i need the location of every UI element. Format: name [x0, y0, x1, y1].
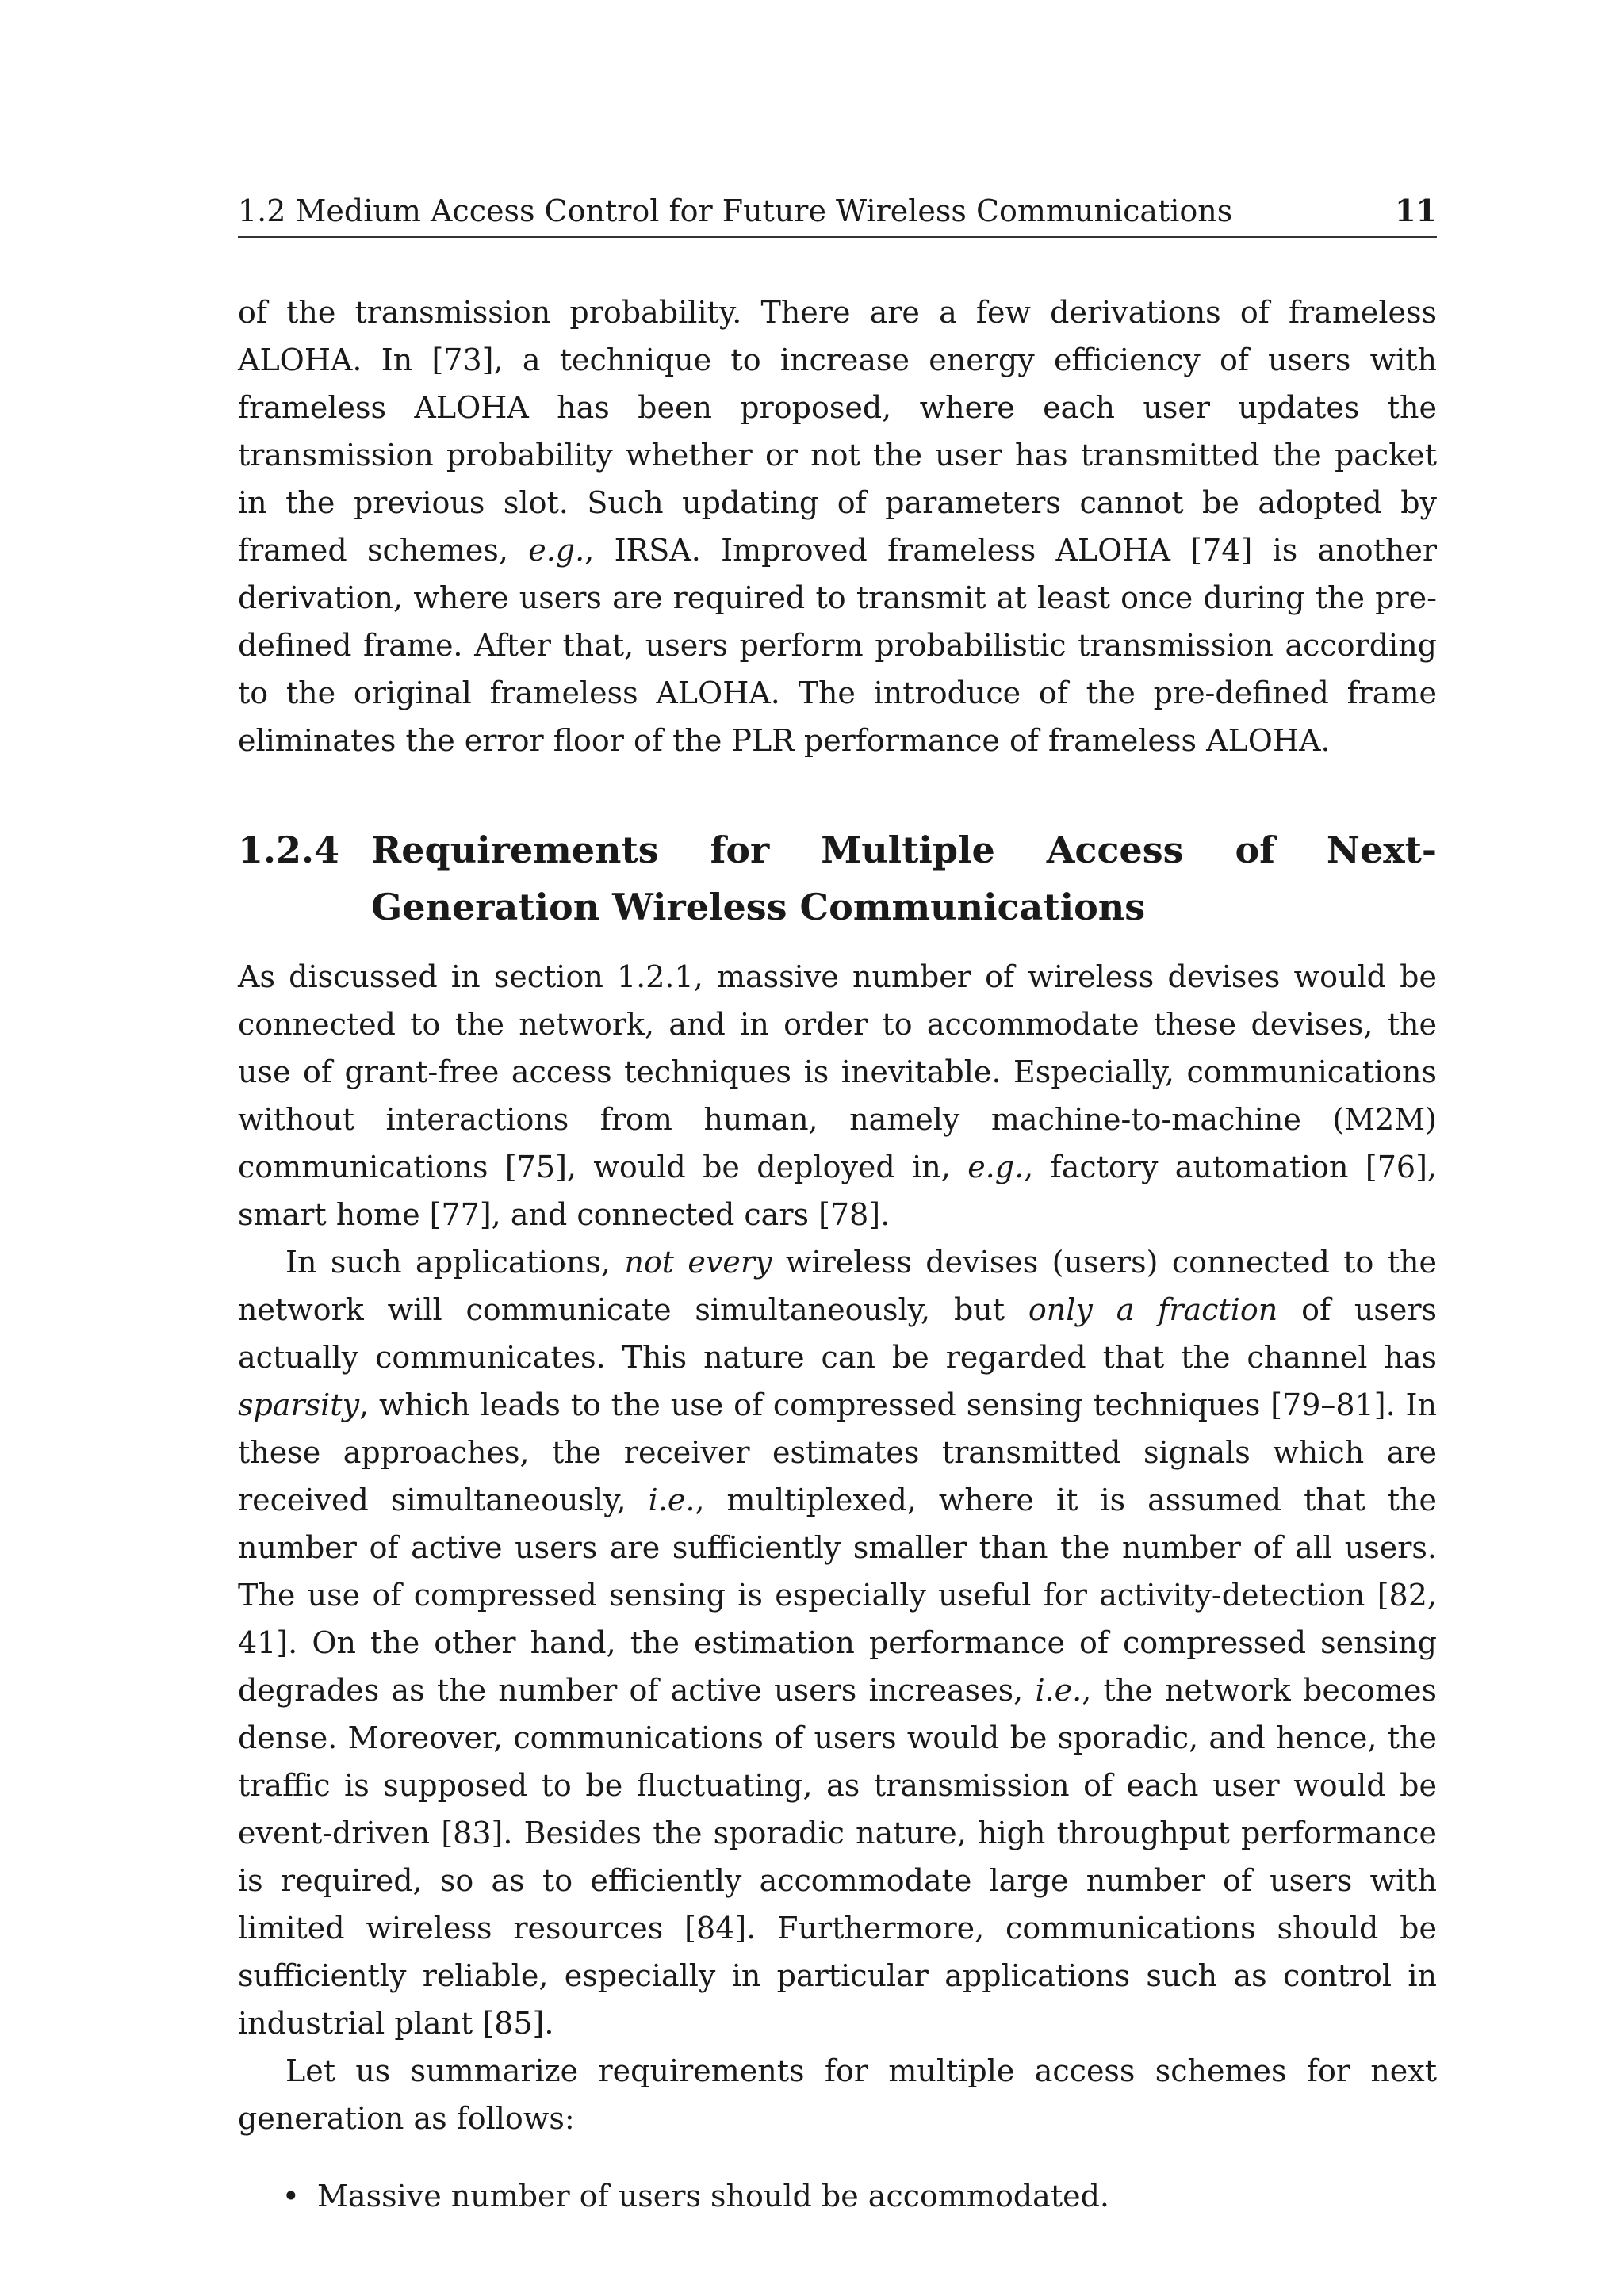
paragraph-frameless-aloha: [238, 289, 1437, 764]
emphasis-sparsity: sparsity: [238, 1387, 360, 1422]
paragraph-text: of users actually communicates. This nature can be regarded that the channel has: [238, 1292, 1438, 1375]
paragraph-text: , the network becomes dense. Moreover, communications of users would be sporadic, and hence, the traffic is supposed to be fluctuating, as transmission of each user would be event-driven [83]. Besides the sporadic nature, high throughput performance is required, so as to efficiently accommodate large number of users with limited wireless resources [84]. Furthermore, communications should be sufficiently reliable, especially in particular applications such as control in industrial plant [85].: [238, 1673, 1437, 2041]
section-number: 1.2.4: [238, 828, 340, 871]
paragraph-text: of the transmission probability. There are a few derivations of frameless ALOHA. In [73], a technique to increase energy efficiency of users with frameless ALOHA has been proposed, where each user updates the transmission probability whether or not the user has transmitted the packet in the previous slot. Such updating of parameters cannot be adopted by framed schemes,: [238, 295, 1437, 568]
paragraph-text: As discussed in section 1.2.1, massive number of wireless devises would be connected to the network, and in order to accommodate these devises, the use of grant-free access techniques is inevitable. Especially, communications without interactions from human, namely machine-to-machine (M2M) communications [75], would be deployed in,: [238, 959, 1437, 1184]
emphasis-eg: e.g.: [528, 533, 585, 568]
running-header: [238, 190, 1437, 238]
paragraph-text: , multiplexed, where it is assumed that the number of active users are sufficiently smaller than the number of all users. The use of compressed sensing is especially useful for activity-detection [82, 41]. On the other hand, the estimation performance of compressed sensing degrades as the number of active users increases,: [238, 1483, 1438, 1708]
emphasis-ie: i.e.: [1035, 1673, 1082, 1708]
paragraph-text: In such applications,: [285, 1245, 625, 1280]
page-number: 11: [1395, 193, 1437, 228]
section-title: Requirements for Multiple Access of Next-Generation Wireless Communications: [371, 828, 1437, 928]
paragraph-summary-intro: [238, 2047, 1437, 2142]
bullet-icon: •: [282, 2179, 300, 2214]
list-item-text: Massive number of users should be accommodated.: [317, 2179, 1109, 2214]
header-section-title: 1.2 Medium Access Control for Future Wireless Communications: [238, 193, 1233, 228]
paragraph-sparsity: [238, 1238, 1437, 2047]
emphasis-only-a-fraction: only a fraction: [1028, 1292, 1278, 1327]
section-heading: [238, 821, 1437, 936]
paragraph-m2m: [238, 953, 1437, 1238]
emphasis-eg: e.g.: [967, 1150, 1025, 1184]
emphasis-not-every: not every: [624, 1245, 772, 1280]
paragraph-text: , IRSA. Improved frameless ALOHA [74] is another derivation, where users are required to transmit at least once during the pre-defined frame. After that, users perform probabilistic transmission according to the original frameless ALOHA. The introduce of the pre-defined frame eliminates the error floor of the PLR performance of frameless ALOHA.: [238, 533, 1437, 758]
emphasis-ie: i.e.: [648, 1483, 695, 1517]
paragraph-text: Let us summarize requirements for multiple access schemes for next generation as follows:: [238, 2053, 1437, 2136]
list-item: [238, 2172, 1437, 2220]
paragraph-text: wireless devises (users) connected to the network will communicate simultaneously, but: [238, 1245, 1438, 1327]
page: [238, 190, 1437, 2220]
requirements-list: [238, 2172, 1437, 2220]
paragraph-text: , which leads to the use of compressed sensing techniques [79–81]. In these approaches, the receiver estimates transmitted signals which are received simultaneously,: [238, 1387, 1437, 1517]
paragraph-text: , factory automation [76], smart home [77], and connected cars [78].: [238, 1150, 1437, 1232]
